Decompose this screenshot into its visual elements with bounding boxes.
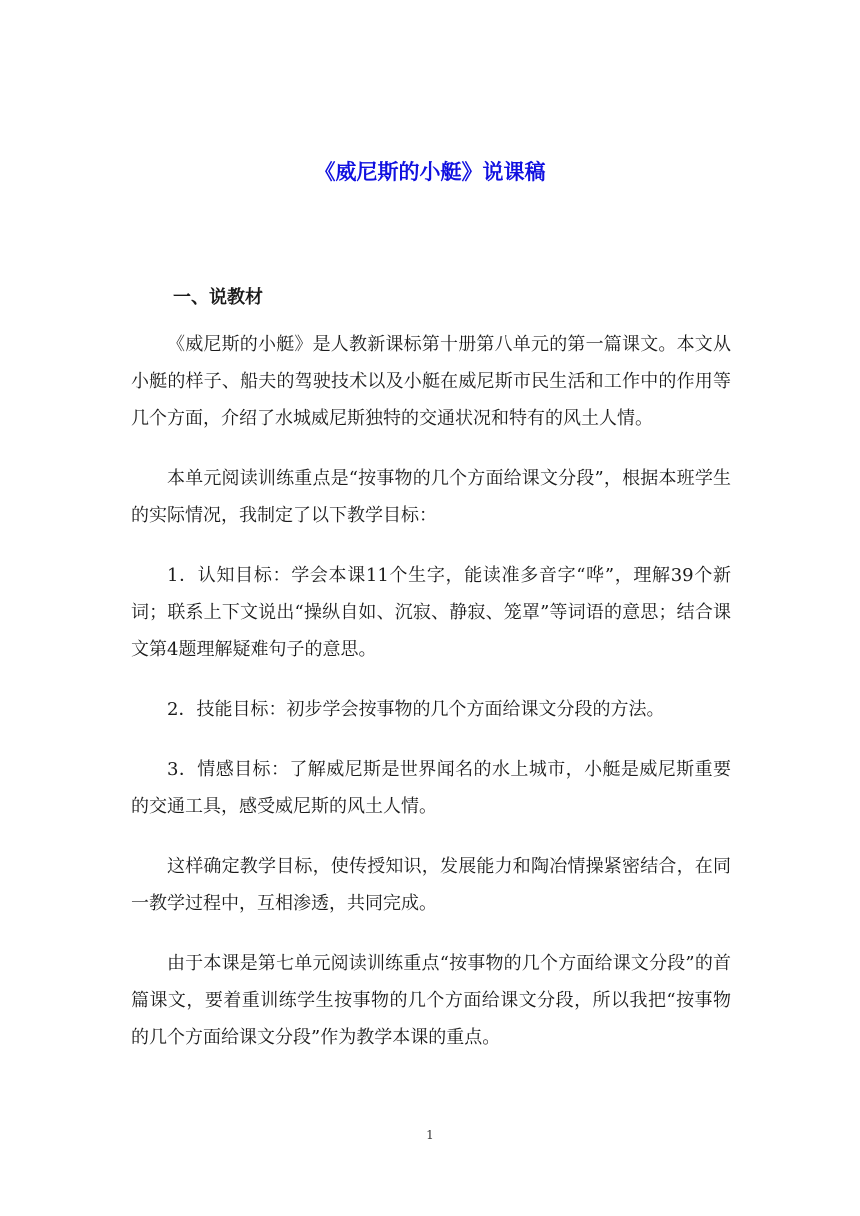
page-number: 1 <box>426 1128 434 1142</box>
paragraph-unit-focus: 本单元阅读训练重点是“按事物的几个方面给课文分段”，根据本班学生的实际情况，我制定了以下教学目标： <box>131 468 731 526</box>
paragraph-goal-summary: 这样确定教学目标，使传授知识，发展能力和陶冶情操紧密结合，在同一教学过程中，互相渗透，共同完成。 <box>131 856 731 914</box>
paragraph-goal-emotion: 3．情感目标：了解威尼斯是世界闻名的水上城市，小艇是威尼斯重要的交通工具，感受威尼斯的风土人情。 <box>131 759 731 817</box>
paragraph-goal-cognitive: 1．认知目标：学会本课11个生字，能读准多音字“哗”，理解39个新词；联系上下文说出“操纵自如、沉寂、静寂、笼罩”等词语的意思；结合课文第4题理解疑难句子的意思。 <box>131 565 731 660</box>
document-title: 《威尼斯的小艇》说课稿 <box>314 159 546 184</box>
document-body <box>131 280 731 1056</box>
paragraph-goal-skill: 2．技能目标：初步学会按事物的几个方面给课文分段的方法。 <box>167 699 665 720</box>
section-heading: 一、说教材 <box>173 287 263 308</box>
paragraph-key-point: 由于本课是第七单元阅读训练重点“按事物的几个方面给课文分段”的首篇课文，要着重训练学生按事物的几个方面给课文分段，所以我把“按事物的几个方面给课文分段”作为教学本课的重点。 <box>131 953 731 1048</box>
paragraph-intro: 《威尼斯的小艇》是人教新课标第十册第八单元的第一篇课文。本文从小艇的样子、船夫的驾驶技术以及小艇在威尼斯市民生活和工作中的作用等几个方面，介绍了水城威尼斯独特的交通状况和特有的风土人情。 <box>131 334 731 429</box>
